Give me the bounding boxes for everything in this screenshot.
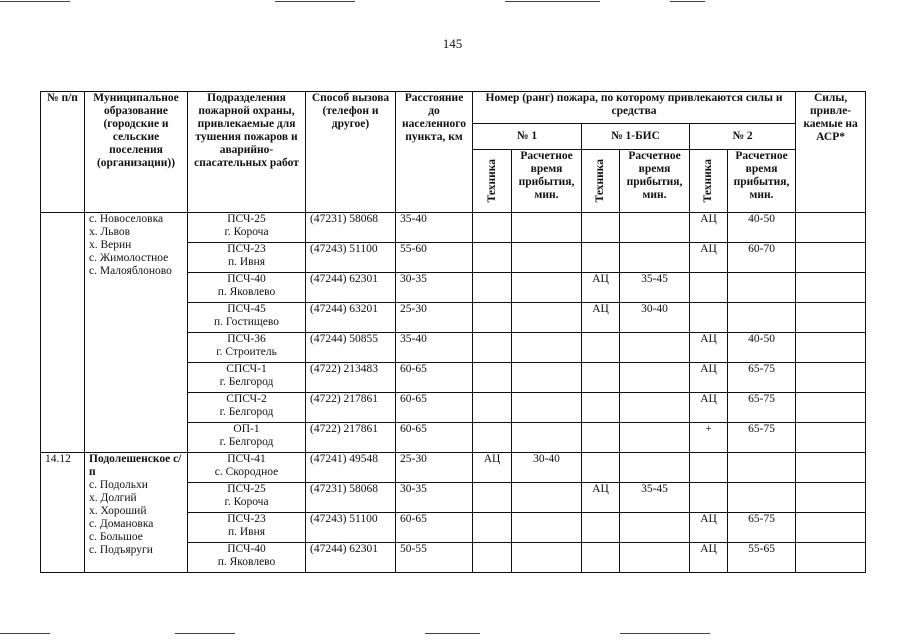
time-1bis-cell (620, 213, 690, 243)
time-1-cell: 30-40 (512, 453, 582, 483)
time-2-cell: 65-75 (728, 363, 796, 393)
unit-cell: ПСЧ-25 г. Короча (188, 483, 306, 513)
time-1-cell (512, 393, 582, 423)
row-number: 14.12 (41, 453, 85, 573)
row-number (41, 213, 85, 453)
top-rule (275, 1, 355, 2)
tech-1bis-cell: АЦ (582, 303, 620, 333)
header-units: Подразделения пожарной охраны, привлекаемые для тушения пожаров и аварийно-спасательных работ (188, 92, 306, 213)
page-number: 145 (442, 36, 463, 51)
bottom-rule (425, 633, 480, 634)
time-1-cell (512, 273, 582, 303)
tech-1bis-cell (582, 393, 620, 423)
time-1bis-cell (620, 243, 690, 273)
time-1bis-cell (620, 513, 690, 543)
header-time-2: Расчетное время прибытия, мин. (728, 150, 796, 213)
tech-2-cell: АЦ (690, 393, 728, 423)
tech-2-cell (690, 273, 728, 303)
header-distance: Расстояние до населенного пункта, км (396, 92, 473, 213)
unit-cell: ПСЧ-41 с. Скородное (188, 453, 306, 483)
bottom-rule (620, 633, 710, 634)
distance-cell: 25-30 (396, 453, 473, 483)
tech-1-cell (473, 513, 512, 543)
top-rule (670, 1, 705, 2)
asr-cell (796, 243, 866, 273)
tech-1bis-cell (582, 333, 620, 363)
distance-cell: 50-55 (396, 543, 473, 573)
tech-2-cell: АЦ (690, 333, 728, 363)
time-2-cell: 60-70 (728, 243, 796, 273)
time-2-cell: 65-75 (728, 393, 796, 423)
phone-cell: (47244) 63201 (306, 303, 396, 333)
tech-1-cell (473, 543, 512, 573)
asr-cell (796, 213, 866, 243)
time-2-cell: 40-50 (728, 213, 796, 243)
asr-cell (796, 333, 866, 363)
asr-cell (796, 363, 866, 393)
tech-2-cell (690, 453, 728, 483)
tech-1bis-cell: АЦ (582, 483, 620, 513)
phone-cell: (4722) 217861 (306, 393, 396, 423)
header-call: Способ вызова (телефон и другое) (306, 92, 396, 213)
tech-1bis-cell (582, 243, 620, 273)
tech-2-cell: АЦ (690, 213, 728, 243)
distance-cell: 60-65 (396, 513, 473, 543)
asr-cell (796, 273, 866, 303)
header-rank-group: Номер (ранг) пожара, по которому привлекаются силы и средства (473, 92, 796, 124)
time-2-cell (728, 273, 796, 303)
municipality-title: Подолешенское с/п (89, 453, 182, 478)
time-2-cell: 40-50 (728, 333, 796, 363)
asr-cell (796, 543, 866, 573)
distance-cell: 35-40 (396, 213, 473, 243)
tech-1-cell (473, 243, 512, 273)
phone-cell: (47241) 49548 (306, 453, 396, 483)
tech-2-cell: АЦ (690, 243, 728, 273)
asr-cell (796, 423, 866, 453)
phone-cell: (47244) 50855 (306, 333, 396, 363)
header-asr: Силы, привле-каемые на АСР* (796, 92, 866, 213)
tech-1-cell (473, 363, 512, 393)
tech-2-cell: + (690, 423, 728, 453)
tech-1-cell (473, 273, 512, 303)
tech-1-cell (473, 393, 512, 423)
asr-cell (796, 453, 866, 483)
tech-1bis-cell (582, 453, 620, 483)
unit-cell: ПСЧ-40 п. Яковлево (188, 543, 306, 573)
header-tech-1: Техника (485, 159, 498, 203)
time-1-cell (512, 363, 582, 393)
time-1bis-cell: 30-40 (620, 303, 690, 333)
time-1-cell (512, 213, 582, 243)
tech-1-cell (473, 303, 512, 333)
phone-cell: (47243) 51100 (306, 243, 396, 273)
phone-cell: (4722) 217861 (306, 423, 396, 453)
asr-cell (796, 393, 866, 423)
time-1bis-cell (620, 423, 690, 453)
time-1bis-cell (620, 453, 690, 483)
tech-1-cell (473, 423, 512, 453)
tech-2-cell: АЦ (690, 543, 728, 573)
unit-cell: ОП-1 г. Белгород (188, 423, 306, 453)
tech-1-cell (473, 333, 512, 363)
distance-cell: 30-35 (396, 483, 473, 513)
distance-cell: 60-65 (396, 423, 473, 453)
time-1-cell (512, 243, 582, 273)
phone-cell: (47243) 51100 (306, 513, 396, 543)
table-row (41, 213, 866, 243)
unit-cell: СПСЧ-1 г. Белгород (188, 363, 306, 393)
asr-cell (796, 303, 866, 333)
tech-1-cell (473, 213, 512, 243)
unit-cell: СПСЧ-2 г. Белгород (188, 393, 306, 423)
fire-forces-table (40, 91, 866, 573)
settlements-list: с. Новоселовка х. Львов х. Верин с. Жимолостное с. Малояблоново (89, 213, 172, 277)
header-time-1bis: Расчетное время прибытия, мин. (620, 150, 690, 213)
time-1-cell (512, 333, 582, 363)
municipality-cell (85, 453, 188, 573)
asr-cell (796, 483, 866, 513)
distance-cell: 60-65 (396, 393, 473, 423)
time-1-cell (512, 513, 582, 543)
top-rule (0, 1, 70, 2)
time-1bis-cell: 35-45 (620, 273, 690, 303)
time-2-cell: 65-75 (728, 513, 796, 543)
header-rank-1bis: № 1-БИС (582, 124, 690, 150)
tech-2-cell: АЦ (690, 513, 728, 543)
tech-1bis-cell (582, 513, 620, 543)
tech-1bis-cell (582, 213, 620, 243)
time-2-cell (728, 483, 796, 513)
time-1bis-cell (620, 333, 690, 363)
time-1-cell (512, 483, 582, 513)
distance-cell: 25-30 (396, 303, 473, 333)
unit-cell: ПСЧ-40 п. Яковлево (188, 273, 306, 303)
unit-cell: ПСЧ-23 п. Ивня (188, 243, 306, 273)
time-1bis-cell: 35-45 (620, 483, 690, 513)
time-1bis-cell (620, 543, 690, 573)
distance-cell: 55-60 (396, 243, 473, 273)
tech-1-cell (473, 483, 512, 513)
header-tech-1bis: Техника (594, 159, 606, 203)
unit-cell: ПСЧ-45 п. Гостищево (188, 303, 306, 333)
phone-cell: (47231) 58068 (306, 213, 396, 243)
time-1bis-cell (620, 393, 690, 423)
header-num: № п/п (41, 92, 85, 213)
tech-1-cell: АЦ (473, 453, 512, 483)
tech-1bis-cell (582, 543, 620, 573)
tech-1bis-cell (582, 423, 620, 453)
time-1-cell (512, 543, 582, 573)
asr-cell (796, 513, 866, 543)
distance-cell: 60-65 (396, 363, 473, 393)
phone-cell: (47244) 62301 (306, 543, 396, 573)
time-2-cell: 55-65 (728, 543, 796, 573)
unit-cell: ПСЧ-36 г. Строитель (188, 333, 306, 363)
time-1-cell (512, 303, 582, 333)
phone-cell: (4722) 213483 (306, 363, 396, 393)
time-2-cell: 65-75 (728, 423, 796, 453)
unit-cell: ПСЧ-25 г. Короча (188, 213, 306, 243)
distance-cell: 30-35 (396, 273, 473, 303)
bottom-rule (0, 633, 50, 634)
tech-1bis-cell: АЦ (582, 273, 620, 303)
tech-2-cell (690, 483, 728, 513)
time-1bis-cell (620, 363, 690, 393)
bottom-rule (175, 633, 235, 634)
table-row (41, 453, 866, 483)
time-2-cell (728, 303, 796, 333)
phone-cell: (47231) 58068 (306, 483, 396, 513)
tech-2-cell (690, 303, 728, 333)
settlements-list: с. Подольхи х. Долгий х. Хороший с. Домановка с. Большое с. Подъяруги (89, 479, 154, 556)
header-tech-2: Техника (702, 159, 714, 203)
distance-cell: 35-40 (396, 333, 473, 363)
phone-cell: (47244) 62301 (306, 273, 396, 303)
time-2-cell (728, 453, 796, 483)
unit-cell: ПСЧ-23 п. Ивня (188, 513, 306, 543)
header-rank-2: № 2 (690, 124, 796, 150)
tech-2-cell: АЦ (690, 363, 728, 393)
tech-1bis-cell (582, 363, 620, 393)
time-1-cell (512, 423, 582, 453)
header-time-1: Расчетное время прибытия, мин. (512, 150, 582, 213)
top-rule (505, 1, 600, 2)
municipality-cell (85, 213, 188, 453)
header-municipality: Муниципальное образование (городские и сельские поселения (организации)) (85, 92, 188, 213)
header-rank-1: № 1 (473, 124, 582, 150)
